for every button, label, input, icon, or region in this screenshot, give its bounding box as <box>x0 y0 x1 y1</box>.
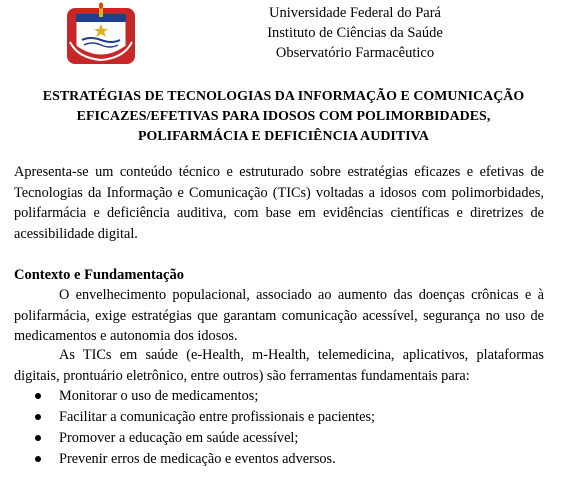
list-item <box>14 407 544 428</box>
context-paragraph-2: As TICs em saúde (e-Health, m-Health, telemedicina, aplicativos, plataformas digitais, prontuário eletrônico, entre outros) são ferramentas fundamentais para: <box>14 347 544 384</box>
title-line-2: EFICAZES/EFETIVAS PARA IDOSOS COM POLIMORBIDADES, <box>76 109 491 124</box>
bullet-list <box>14 386 544 470</box>
institute-name: Instituto de Ciências da Saúde <box>267 25 443 41</box>
list-item-text: Monitorar o uso de medicamentos; <box>59 388 259 404</box>
list-item-text: Promover a educação em saúde acessível; <box>59 430 299 446</box>
list-item <box>14 428 544 449</box>
section-heading: Contexto e Fundamentação <box>14 267 184 283</box>
list-item <box>14 386 544 407</box>
document-title <box>10 87 557 147</box>
bullet-icon <box>35 414 41 420</box>
university-logo-icon <box>66 2 136 66</box>
list-item-text: Facilitar a comunicação entre profissionais e pacientes; <box>59 409 375 425</box>
bullet-icon <box>35 435 41 441</box>
title-line-3: POLIFARMÁCIA E DEFICIÊNCIA AUDITIVA <box>137 129 430 144</box>
bullet-icon <box>35 393 41 399</box>
list-item <box>14 449 544 470</box>
institution-info <box>230 3 480 63</box>
context-paragraph-1: O envelhecimento populacional, associado ao aumento das doenças crônicas e à polifarmácia, exige estratégias que garantam comunicação acessível, segurança no uso de medicamentos e autonomia dos idosos. <box>14 287 544 344</box>
title-line-1: ESTRATÉGIAS DE TECNOLOGIAS DA INFORMAÇÃO E COMUNICAÇÃO <box>42 89 525 104</box>
university-name: Universidade Federal do Pará <box>269 5 441 21</box>
intro-paragraph: Apresenta-se um conteúdo técnico e estruturado sobre estratégias eficazes e efetivas de Tecnologias da Informação e Comunicação (TICs) voltadas a idosos com polimorbidades, polifarmácia e deficiência auditiva, com base em evidências científicas e diretrizes de acessibilidade digital. <box>14 164 544 242</box>
list-item-text: Prevenir erros de medicação e eventos adversos. <box>59 451 336 467</box>
bullet-icon <box>35 456 41 462</box>
document-header <box>0 0 567 70</box>
observatory-name: Observatório Farmacêutico <box>275 45 435 61</box>
